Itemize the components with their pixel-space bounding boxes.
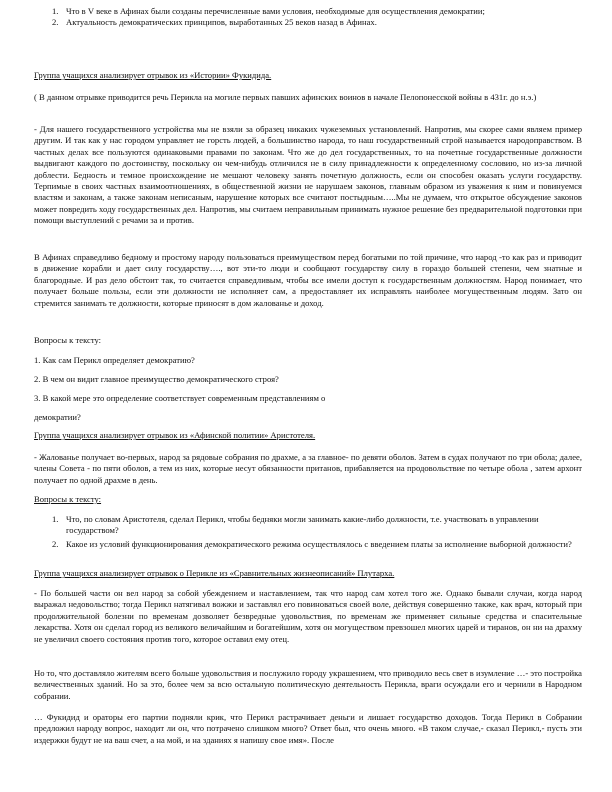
list-item [34, 539, 582, 550]
intro-list [34, 6, 582, 29]
list-item-text: Что в V веке в Афинах были созданы перечисленные вами условия, необходимые для осуществления демократии; [66, 6, 485, 16]
list-item [34, 17, 582, 28]
section1-paragraph1: - Для нашего государственного устройства мы не взяли за образец никаких чужеземных установлений. Напротив, мы скорее сами являем пример другим. И так как у нас городом управляет не горсть людей, а большинство народа, то наш государственный строй называется народоправством. В частных делах все пользуются одинаковыми правами по законам. Что же до дел государственных, то на почетные государственные должности выдвигают каждого по достоинству, поскольку он чем-нибудь отличился не в силу принадлежности к определенному сословию, но из-за личной доблести. Бедность и темное происхождение не мешают человеку занять почетную должность, если он способен оказать услуги государству. Терпимые в своих частных взаимоотношениях, в общественной жизни не нарушаем законов, главным образом из уважения к ним и повинуемся властям и законам, а также законам неписаным, нарушение которых все считают постыдным…..Мы не думаем, что открытое обсуждение законов может повредить ходу государственных дел. Напротив, мы считаем неправильным принимать нужное решение без предварительной подготовки при помощи выступлений с речами за и против. [34, 124, 582, 226]
list-item-number: 1. [52, 514, 59, 524]
section1-note: ( В данном отрывке приводится речь Перикла на могиле первых павших афинских воинов в начале Пелопонесской войны в 431г. до н.э.) [34, 92, 537, 102]
section3-paragraph3: … Фукидид и ораторы его партии подняли крик, что Перикл растрачивает деньги и лишает государство доходов. Тогда Перикл в Собрании предложил народу вопрос, находит ли он, что потрачено слишком много? Ответ был, что очень много. «В таком случае,- сказал Перикл,- пусть эти издержки будут не на ваш счет, а на мой, и на зданиях я напишу свое имя». После [34, 712, 582, 745]
list-item [34, 6, 582, 17]
section2-heading: Группа учащихся анализирует отрывок из «Афинской политии» Аристотеля. [34, 430, 316, 440]
section2-paragraph: - Жалованье получает во-первых, народ за рядовые собрания по драхме, а за главное- по девяти оболов. Затем в судах получают по три обола; далее, члены Совета - по пяти оболов, а тем из них, которые несут обязанности пританов, прибавляется на продовольствие по четыре обола , затем архонт получает по одной драхме в день. [34, 452, 582, 485]
question-3: 3. В какой мере это определение соответствует современным представлениям о [34, 393, 326, 403]
section2-questions-heading: Вопросы к тексту: [34, 494, 102, 504]
section3-heading: Группа учащихся анализирует отрывок о Перикле из «Сравнительных жизнеописаний» Плутарха. [34, 568, 395, 578]
section1-questions-heading: Вопросы к тексту: [34, 335, 102, 345]
list-item-text: Какое из условий функционирования демократического режима осуществлялось с введением платы за исполнение выборной должности? [66, 538, 572, 549]
list-item-number: 2. [52, 538, 59, 549]
question-3-continued: демократии? [34, 412, 81, 422]
question-2: 2. В чем он видит главное преимущество демократического строя? [34, 374, 279, 384]
list-item-number: 1. [52, 6, 59, 16]
list-item [34, 514, 582, 537]
list-item-number: 2. [52, 17, 59, 28]
section3-paragraph1: - По большей части он вел народ за собой убеждением и наставлением, так что народ сам хотел того же. Однако бывали случаи, когда народ выражал недовольство; тогда Перикл натягивал вожжи и заставлял его повиноваться своей воле, действуя совершенно также, как врач, который при продолжительной болезни по временам дозволяет безвредные удовольствия, по временам же применяет сильные средства и спасительные лекарства. Хотя он сделал город из великого величайшим и богатейшим, хотя он могуществом превзошел многих царей и тиранов, он ни на драхму не увеличил своего состояния против того, которое оставил ему отец. [34, 588, 582, 644]
section1-heading: Группа учащихся анализирует отрывок из «Истории» Фукидида. [34, 70, 272, 80]
section3-paragraph2: Но то, что доставляло жителям всего больше удовольствия и послужило городу украшением, что приводило весь свет в изумление …- это постройка величественных зданий. Но за это, более чем за всю остальную политическую деятельность Перикла, враги осуждали его и чернили в Народном собрании. [34, 668, 582, 701]
question-1: 1. Как сам Перикл определяет демократию? [34, 355, 195, 365]
list-item-text: Актуальность демократических принципов, выработанных 25 веков назад в Афинах. [66, 17, 377, 28]
section1-paragraph2: В Афинах справедливо бедному и простому народу пользоваться преимуществом перед богатыми по той причине, что народ -то как раз и приводит в движение корабли и дает силу государству…., вот эти-то люди и сообщают государству силу в гораздо большей степени, чем знатные и благородные. И раз дело обстоит так, то считается справедливым, чтобы все имели доступ к государственным должностям. Народ понимает, что получает больше пользы, если эти должности не исполняет сам, а предоставляет их исправлять наиболее могущественным людям. Зато он стремится занимать те должности, которые приносят в дом жалованье и доход. [34, 252, 582, 308]
section2-question-list [34, 514, 582, 550]
list-item-text: Что, по словам Аристотеля, сделал Перикл, чтобы бедняки могли занимать какие-либо должности, т.е. участвовать в управлении государством? [66, 514, 539, 536]
